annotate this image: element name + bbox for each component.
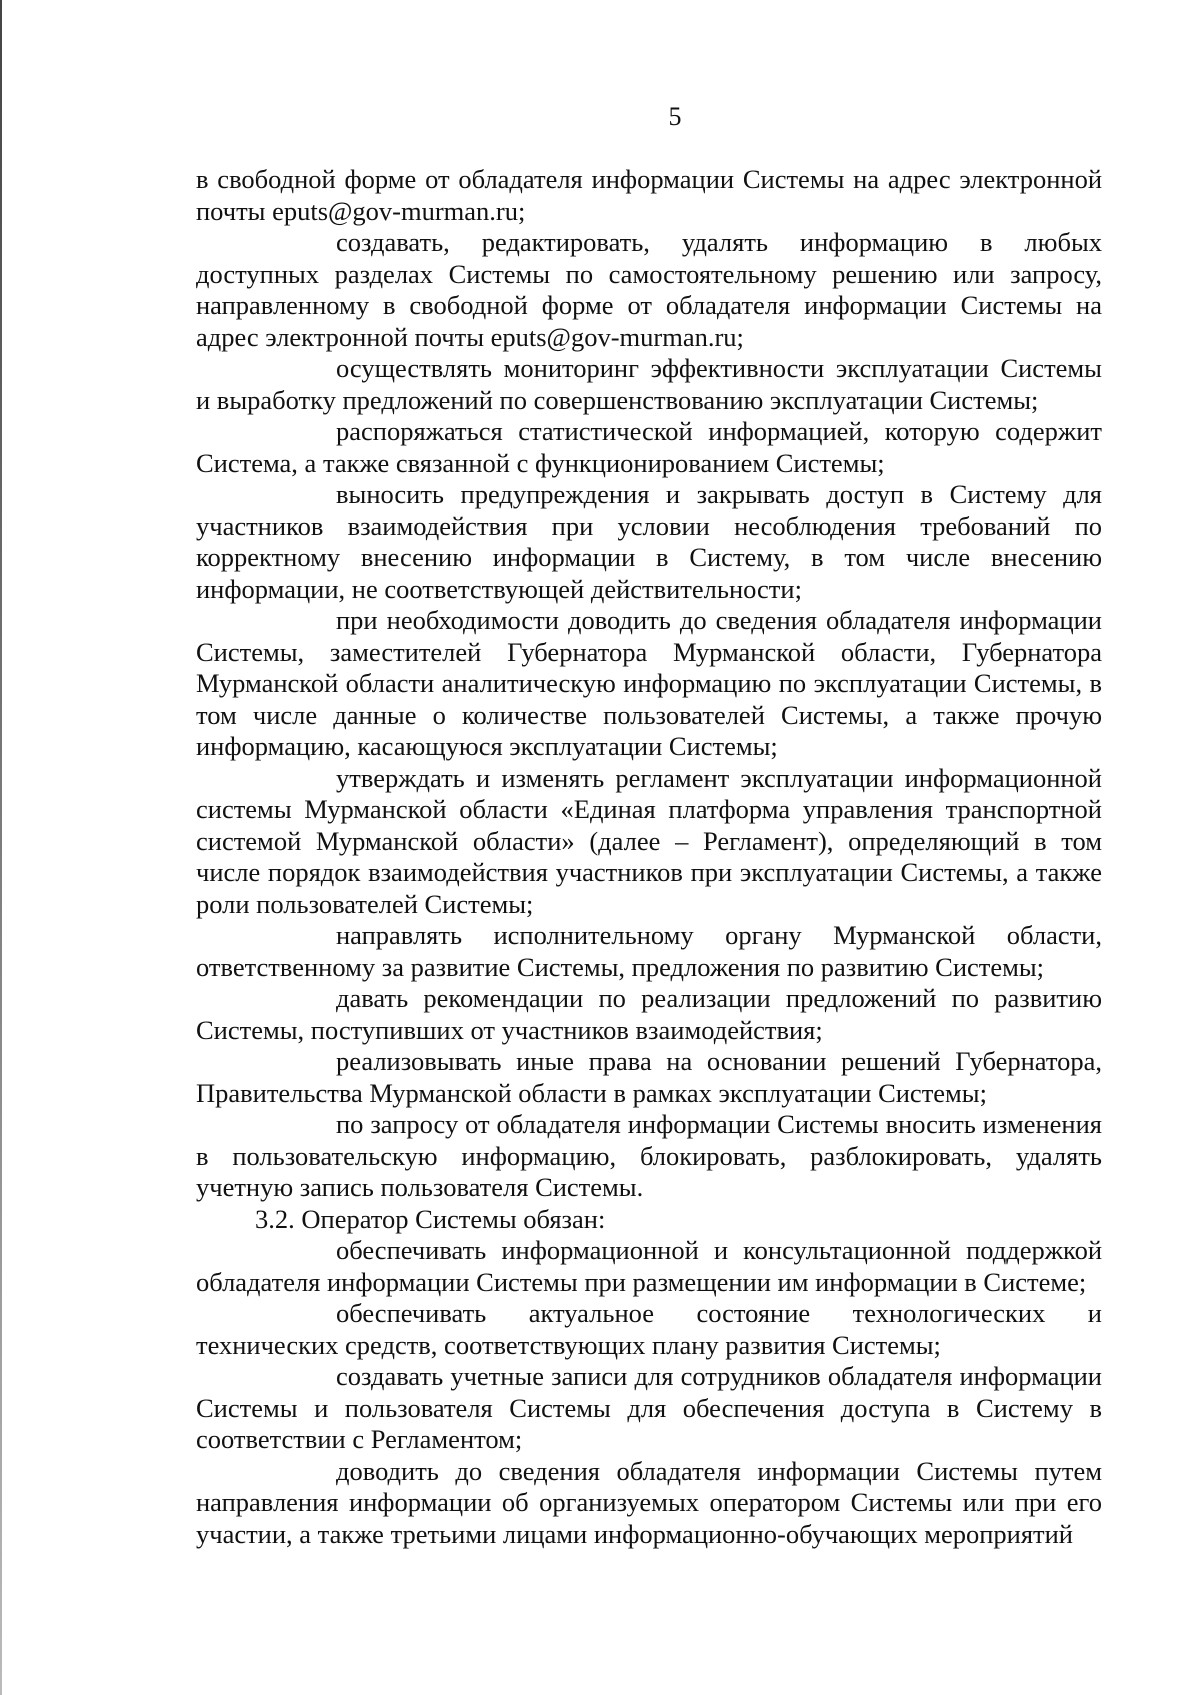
document-body [196,164,1102,1550]
paragraph: направлять исполнительному органу Мурманской области, ответственному за развитие Системы, предложения по развитию Системы; [196,920,1102,982]
paragraph: осуществлять мониторинг эффективности эксплуатации Системы и выработку предложений по совершенствованию эксплуатации Системы; [196,353,1102,415]
paragraph-continuation: в свободной форме от обладателя информации Системы на адрес электронной почты eputs@gov-murman.ru; [196,164,1102,226]
paragraph: утверждать и изменять регламент эксплуатации информационной системы Мурманской области «Единая платформа управления транспортной системой Мурманской области» (далее – Регламент), определяющий в том числе порядок взаимодействия участников при эксплуатации Системы, а также роли пользователей Системы; [196,762,1102,919]
paragraph: обеспечивать информационной и консультационной поддержкой обладателя информации Системы при размещении им информации в Системе; [196,1235,1102,1297]
paragraph: обеспечивать актуальное состояние технологических и технических средств, соответствующих плану развития Системы; [196,1298,1102,1360]
paragraph: доводить до сведения обладателя информации Системы путем направления информации об организуемых оператором Системы или при его участии, а также третьими лицами информационно-обучающих мероприятий [196,1455,1102,1549]
paragraph: выносить предупреждения и закрывать доступ в Систему для участников взаимодействия при условии несоблюдения требований по корректному внесению информации в Систему, в том числе внесению информации, не соответствующей действительности; [196,479,1102,604]
paragraph: реализовывать иные права на основании решений Губернатора, Правительства Мурманской области в рамках эксплуатации Системы; [196,1046,1102,1108]
paragraph: создавать, редактировать, удалять информацию в любых доступных разделах Системы по самостоятельному решению или запросу, направленному в свободной форме от обладателя информации Системы на адрес электронной почты eputs@gov-murman.ru; [196,227,1102,352]
paragraph: при необходимости доводить до сведения обладателя информации Системы, заместителей Губернатора Мурманской области, Губернатора Мурманской области аналитическую информацию по эксплуатации Системы, в том числе данные о количестве пользователей Системы, а также прочую информацию, касающуюся эксплуатации Системы; [196,605,1102,761]
scan-edge [0,0,2,1695]
page-number: 5 [668,102,682,131]
paragraph: давать рекомендации по реализации предложений по развитию Системы, поступивших от участников взаимодействия; [196,983,1102,1045]
paragraph: распоряжаться статистической информацией, которую содержит Система, а также связанной с функционированием Системы; [196,416,1102,478]
paragraph: по запросу от обладателя информации Системы вносить изменения в пользовательскую информацию, блокировать, разблокировать, удалять учетную запись пользователя Системы. [196,1109,1102,1202]
paragraph: создавать учетные записи для сотрудников обладателя информации Системы и пользователя Системы для обеспечения доступа в Систему в соответствии с Регламентом; [196,1361,1102,1454]
section-heading: 3.2. Оператор Системы обязан: [255,1203,606,1234]
